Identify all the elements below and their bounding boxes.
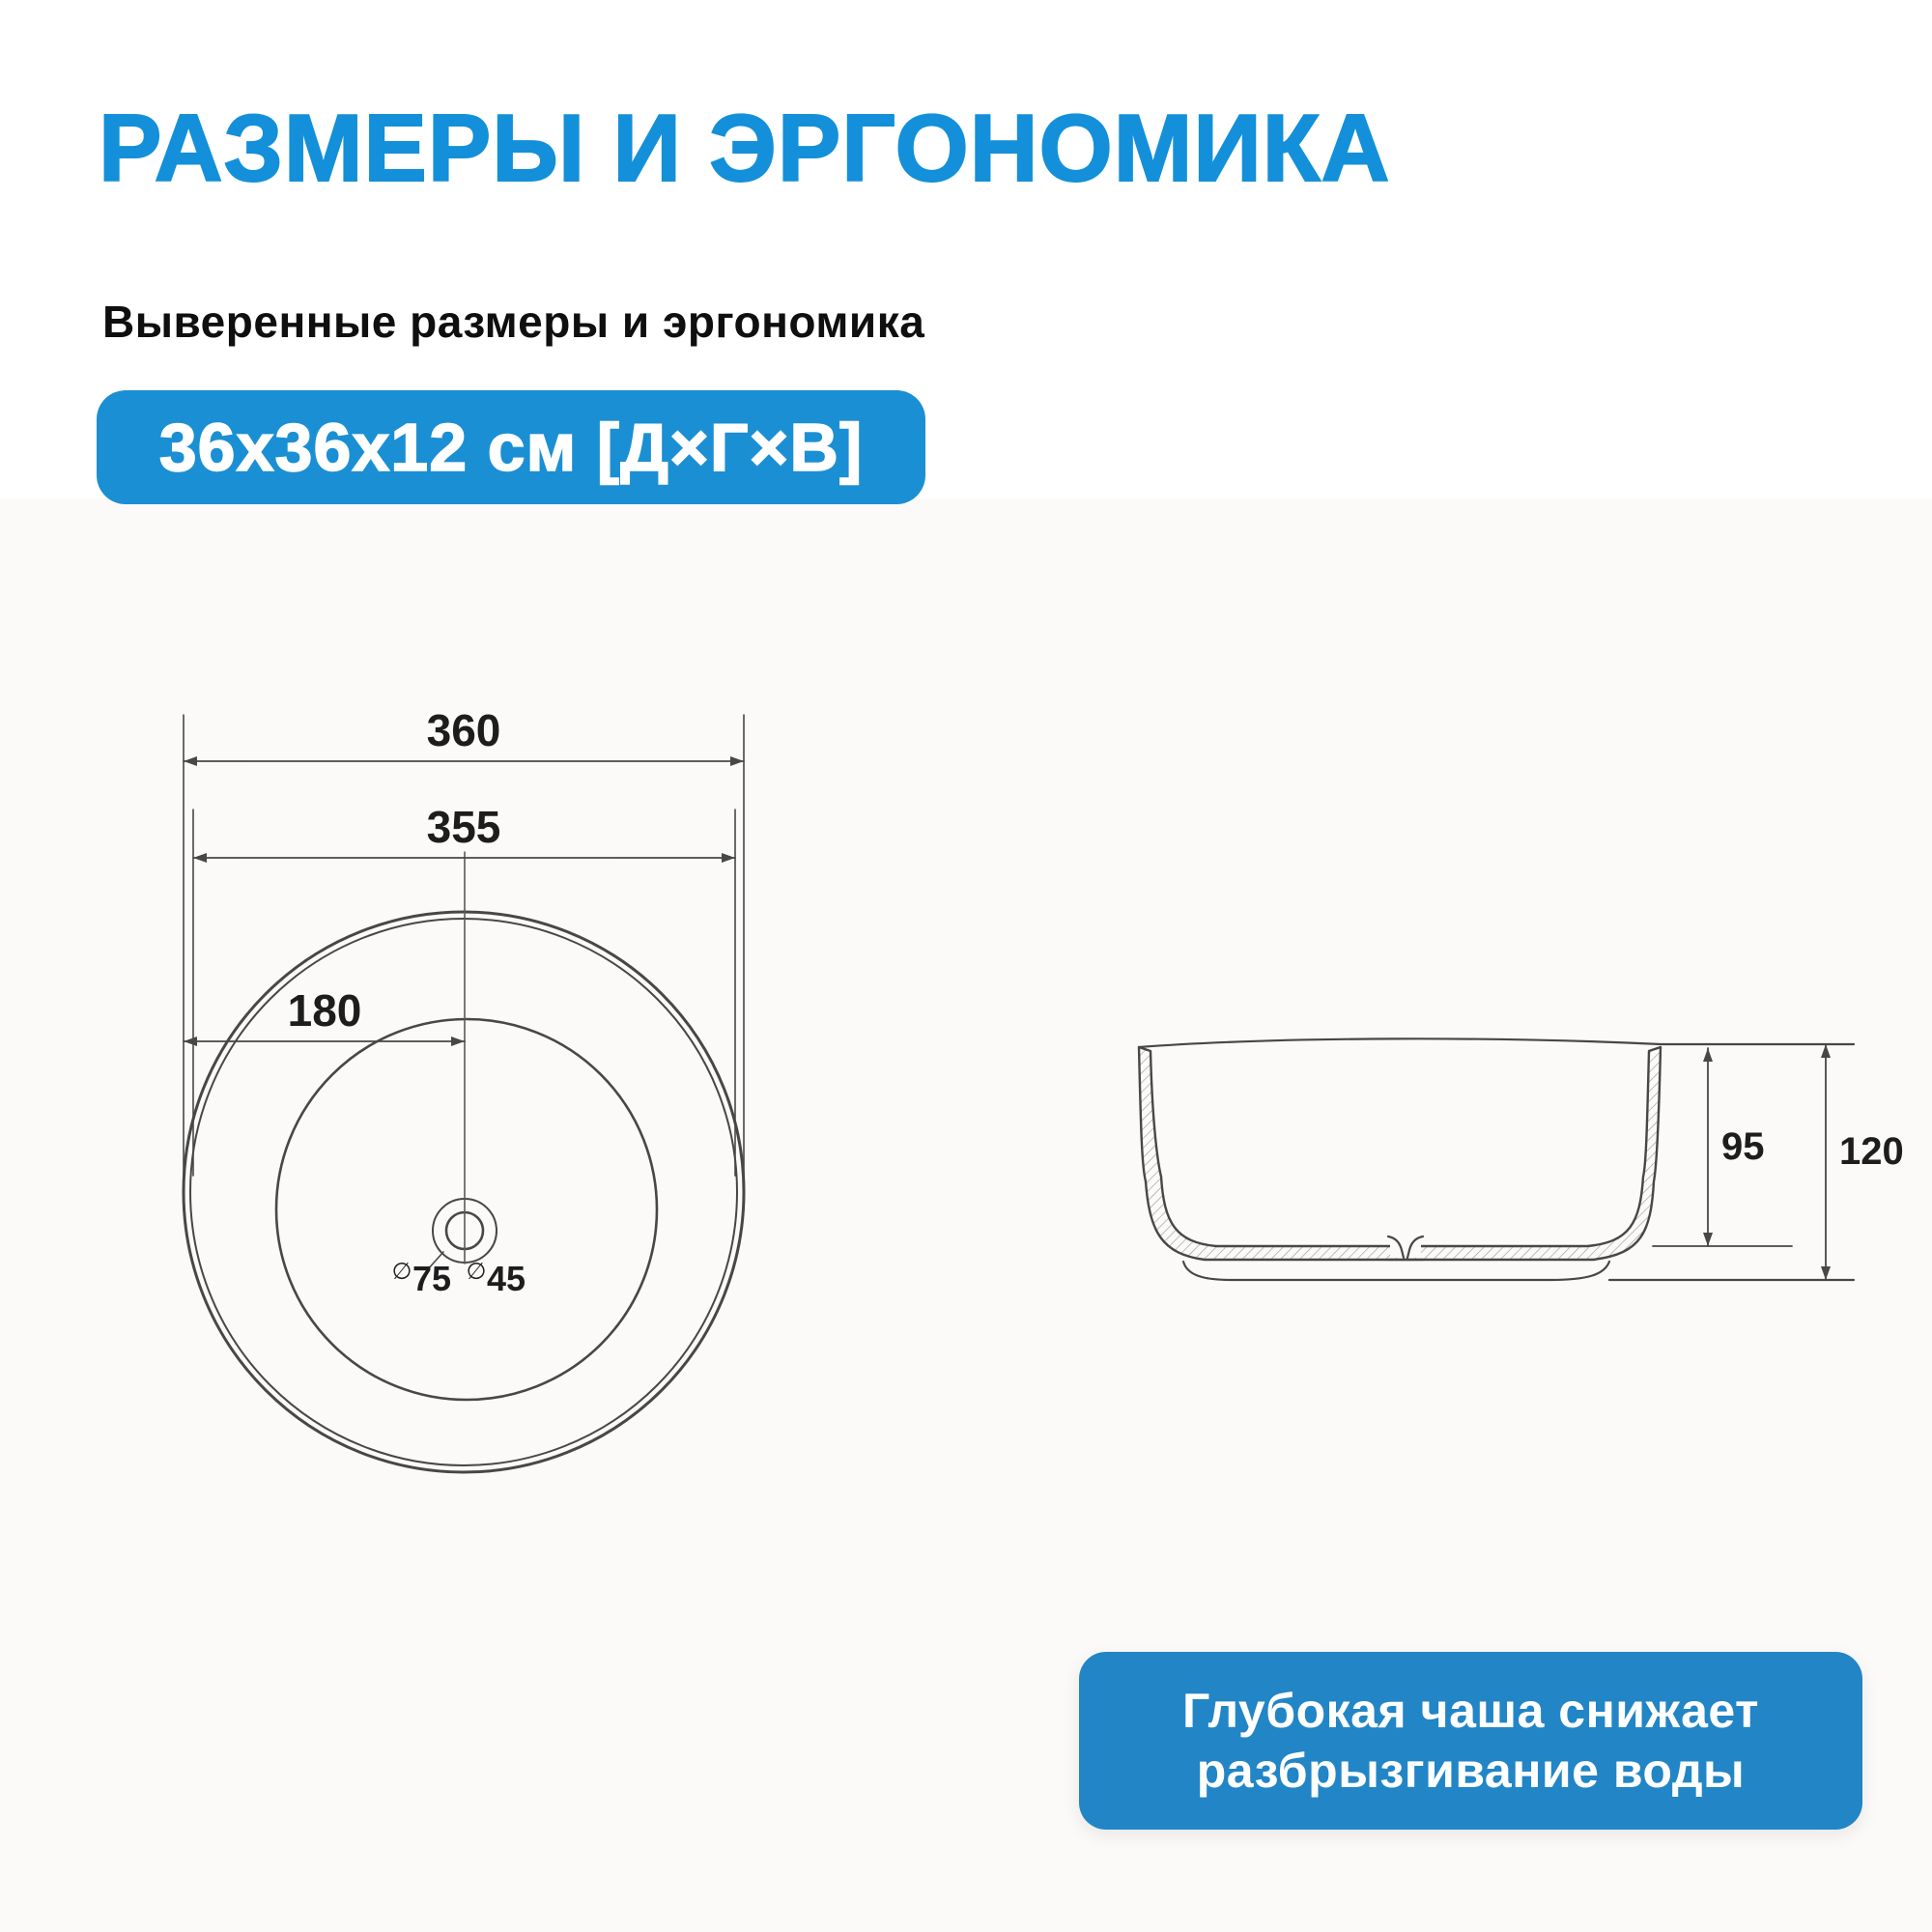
rim-top-line [1139,1038,1854,1047]
dimensions-badge [97,390,925,504]
page-title: РАЗМЕРЫ И ЭРГОНОМИКА [99,95,1391,201]
callout-box [1079,1652,1862,1830]
dim-355-label: 355 [426,802,501,852]
drain-75-symbol: ∅ [391,1258,412,1285]
arrow-95-top [1703,1048,1713,1062]
bowl-section-hatched-wall [1139,1047,1661,1260]
dim-360-label: 360 [426,705,501,755]
drain-notch-mask [1390,1237,1421,1258]
drain-75-label: 75 [412,1259,452,1298]
dim-180-label: 180 [287,985,362,1036]
base-foot [1183,1262,1609,1280]
arrow-120-top [1821,1044,1831,1058]
page-subtitle: Выверенные размеры и эргономика [102,297,925,347]
drain-45-symbol: ∅ [466,1258,487,1285]
dimensions-badge-label: 36x36x12 см [Д×Г×В] [158,410,864,485]
arrow-355-left [193,853,207,863]
arrow-95-bottom [1703,1233,1713,1246]
sink-top-view-drawing [145,543,773,1490]
outer-rim-circle [184,912,744,1472]
bowl-edge-circle [276,1019,657,1400]
arrow-180-right [451,1037,465,1046]
dim-95-label: 95 [1721,1125,1765,1168]
arrow-180-left [184,1037,197,1046]
dim-120-label: 120 [1839,1130,1904,1173]
callout-line-1: Глубокая чаша снижает [1181,1684,1760,1738]
arrow-360-left [184,756,197,766]
arrow-355-right [722,853,735,863]
arrow-360-right [730,756,744,766]
callout-line-2: разбрызгивание воды [1196,1744,1746,1798]
drain-45-label: 45 [487,1259,526,1298]
arrow-120-bottom [1821,1266,1831,1280]
sink-side-view-drawing [1116,1012,1908,1302]
